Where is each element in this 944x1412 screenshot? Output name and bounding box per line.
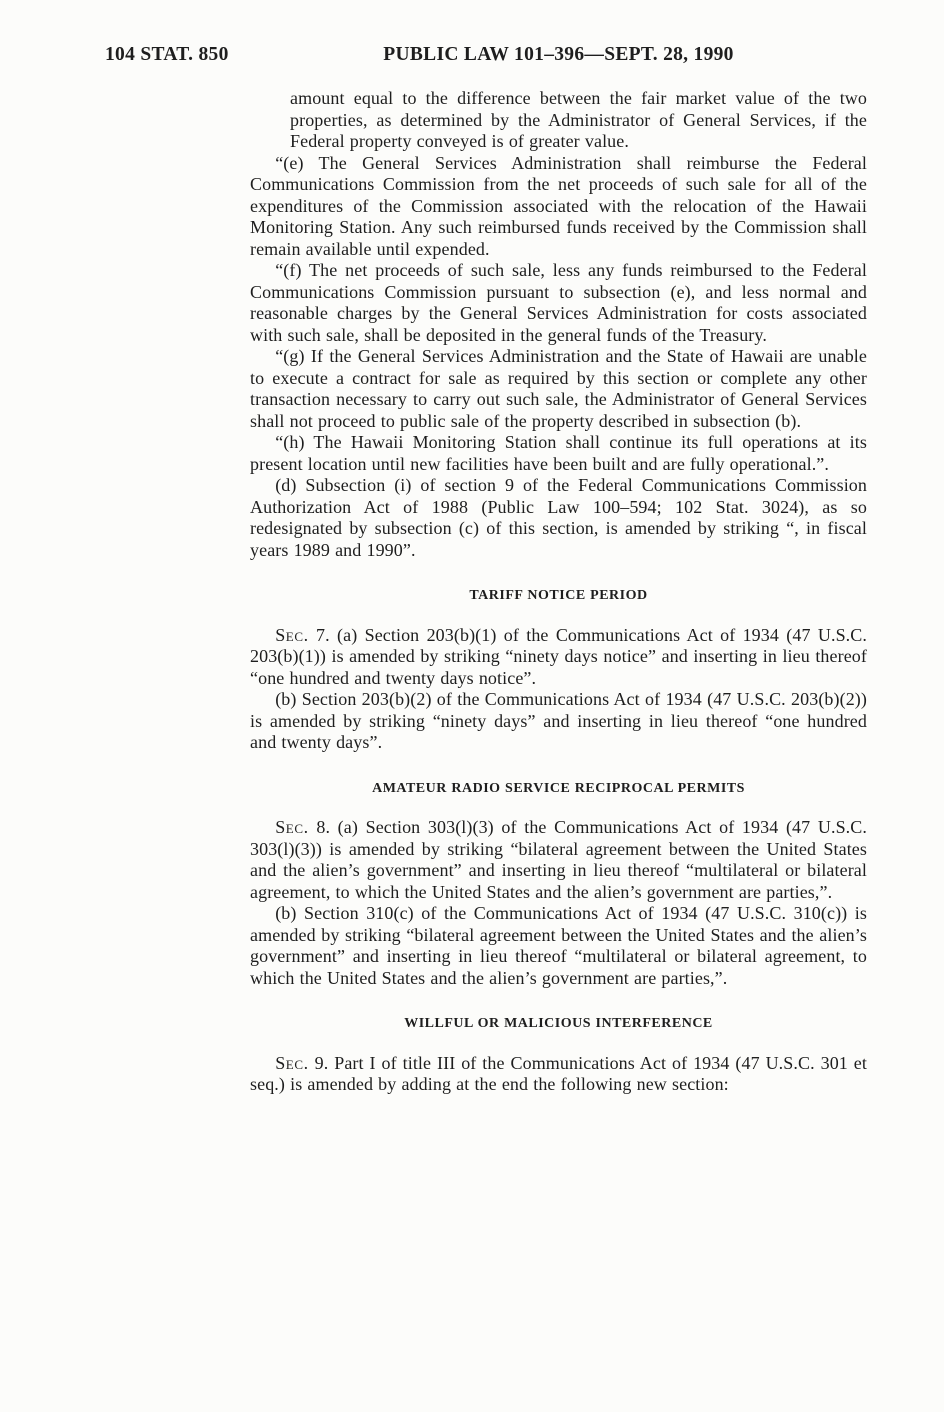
paragraph-subsection-e: “(e) The General Services Administration shall reimburse the Federal Communications Commission from the net proceeds of such sale for all of the expenditures of the Commission associated with the relocation of the Hawaii Monitoring Station. Any such reimbursed funds received by the Commission shall remain available until expended. (250, 152, 867, 259)
section-label: Sec. (275, 624, 309, 645)
paragraph-continuation: amount equal to the difference between the fair market value of the two properties, as determined by the Administrator of General Services, if the Federal property conveyed is of greater value. (290, 88, 867, 151)
section-heading-willful-interference: WILLFUL OR MALICIOUS INTERFERENCE (404, 1016, 713, 1031)
paragraph-sec-9 (250, 1053, 867, 1096)
section-label: Sec. (275, 817, 309, 837)
section-label: Sec. (275, 1052, 309, 1073)
body-text (250, 88, 867, 1096)
section-text: 7. (a) Section 203(b)(1) of the Communications Act of 1934 (47 U.S.C. 203(b)(1)) is amended by striking “ninety days notice” and inserting in lieu thereof “one hundred and twenty days notice”. (250, 624, 867, 688)
section-text: 8. (a) Section 303(l)(3) of the Communications Act of 1934 (47 U.S.C. 303(l)(3)) is amended by striking “bilateral agreement between the United States and the alien’s government” and inserting in lieu thereof “multilateral or bilateral agreement, to which the United States and the alien’s government are parties,”. (250, 817, 867, 902)
paragraph-subsection-g: “(g) If the General Services Administration and the State of Hawaii are unable to execute a contract for sale as required by this section or complete any other transaction necessary to carry out such sale, the Administrator of General Services shall not proceed to public sale of the property described in subsection (b). (250, 346, 867, 431)
paragraph-sec-7a (250, 625, 867, 690)
paragraph-sec-7b: (b) Section 203(b)(2) of the Communications Act of 1934 (47 U.S.C. 203(b)(2)) is amended by striking “ninety days” and inserting in lieu thereof “one hundred and twenty days”. (250, 689, 867, 752)
section-heading-tariff-notice-period: TARIFF NOTICE PERIOD (469, 588, 648, 603)
section-heading-amateur-radio-permits: AMATEUR RADIO SERVICE RECIPROCAL PERMITS (372, 780, 745, 796)
statute-page-number: 104 STAT. 850 (105, 44, 229, 65)
section-text: 9. Part I of title III of the Communications Act of 1934 (47 U.S.C. 301 et seq.) is amended by adding at the end the following new section: (250, 1052, 867, 1094)
paragraph-subsection-d: (d) Subsection (i) of section 9 of the Federal Communications Commission Authorization Act of 1988 (Public Law 100–594; 102 Stat. 3024), as so redesignated by subsection (c) of this section, is amended by striking “, in fiscal years 1989 and 1990”. (250, 475, 867, 560)
paragraph-sec-8b: (b) Section 310(c) of the Communications Act of 1934 (47 U.S.C. 310(c)) is amended by striking “bilateral agreement between the United States and the alien’s government” and inserting in lieu thereof “multilateral or bilateral agreement, to which the United States and the alien’s government are parties,”. (250, 903, 867, 988)
paragraph-subsection-f: “(f) The net proceeds of such sale, less any funds reimbursed to the Federal Communications Commission pursuant to subsection (e), and less normal and reasonable charges by the General Services Administration for costs associated with such sale, shall be deposited in the general funds of the Treasury. (250, 260, 867, 345)
paragraph-subsection-h: “(h) The Hawaii Monitoring Station shall continue its full operations at its present location until new facilities have been built and are fully operational.”. (250, 432, 867, 474)
paragraph-sec-8a (250, 817, 867, 903)
law-title: PUBLIC LAW 101–396—SEPT. 28, 1990 (383, 44, 734, 65)
